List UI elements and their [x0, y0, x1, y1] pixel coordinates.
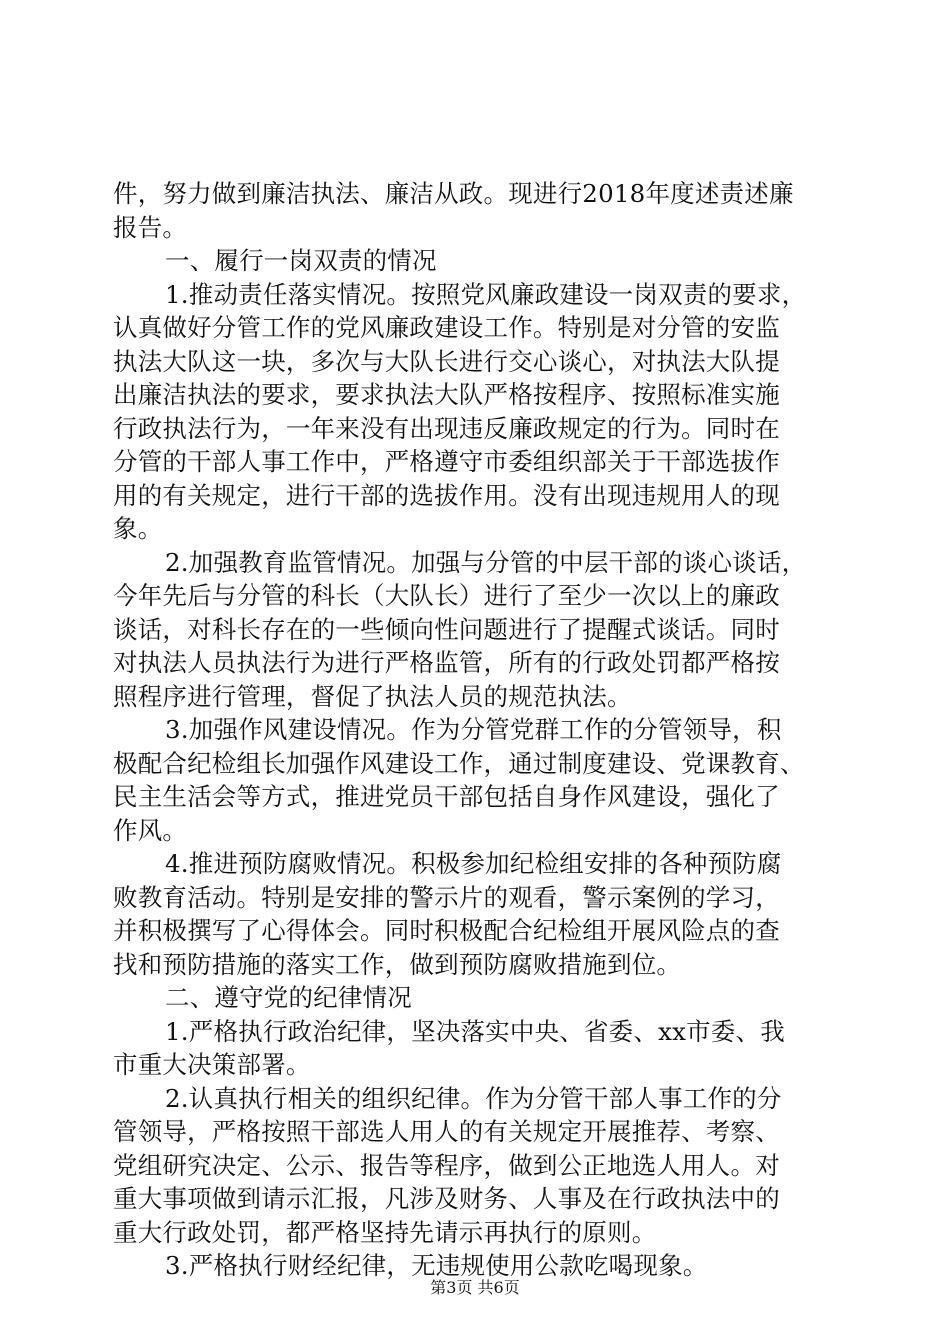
document-line: 用的有关规定，进行干部的选拔作用。没有出现违规用人的现 [113, 480, 780, 510]
document-line: 管领导，严格按照干部选人用人的有关规定开展推荐、考察、 [113, 1117, 780, 1146]
document-line: 3.加强作风建设情况。作为分管党群工作的分管领导，积 [165, 715, 782, 744]
document-line: 民主生活会等方式，推进党员干部包括自身作风建设，强化了 [113, 782, 780, 811]
document-line: 市重大决策部署。 [113, 1050, 311, 1079]
document-line: 4.推进预防腐败情况。积极参加纪检组安排的各种预防腐 [165, 849, 782, 878]
document-line: 找和预防措施的落实工作，做到预防腐败措施到位。 [113, 949, 682, 979]
document-line: 3.严格执行财经纪律，无违规使用公款吃喝现象。 [165, 1251, 708, 1280]
page-footer: 第3页 共6页 [430, 1278, 520, 1297]
document-line: 作风。 [113, 815, 188, 845]
document-line: 对执法人员执法行为进行严格监管，所有的行政处罚都严格按 [113, 648, 780, 677]
document-line: 并积极撰写了心得体会。同时积极配合纪检组开展风险点的查 [113, 916, 780, 945]
document-line: 出廉洁执法的要求，要求执法大队严格按程序、按照标准实施 [113, 380, 780, 409]
document-line: 认真做好分管工作的党风廉政建设工作。特别是对分管的安监 [113, 313, 780, 342]
document-line: 行政执法行为，一年来没有出现违反廉政规定的行为。同时在 [113, 413, 780, 443]
document-line: 照程序进行管理，督促了执法人员的规范执法。 [113, 681, 632, 711]
document-line: 1.严格执行政治纪律，坚决落实中央、省委、xx市委、我 [165, 1016, 785, 1046]
document-line: 2.认真执行相关的组织纪律。作为分管干部人事工作的分 [165, 1083, 782, 1113]
document-line: 二、遵守党的纪律情况 [165, 983, 412, 1012]
document-line: 重大事项做到请示汇报，凡涉及财务、人事及在行政执法中的 [113, 1184, 780, 1213]
document-line: 党组研究决定、公示、报告等程序，做到公正地选人用人。对 [113, 1150, 780, 1180]
document-line: 1.推动责任落实情况。按照党风廉政建设一岗双责的要求， [165, 279, 807, 309]
document-line: 报告。 [113, 212, 188, 242]
document-line: 分管的干部人事工作中，严格遵守市委组织部关于干部选拔作 [113, 447, 780, 476]
document-body [113, 177, 837, 1283]
document-line: 执法大队这一块，多次与大队长进行交心谈心，对执法大队提 [113, 346, 780, 376]
document-line: 件，努力做到廉洁执法、廉洁从政。现进行2018年度述责述廉 [113, 179, 794, 208]
document-line: 一、履行一岗双责的情况 [165, 246, 437, 275]
document-line: 极配合纪检组长加强作风建设工作，通过制度建设、党课教育、 [113, 748, 805, 778]
document-line: 败教育活动。特别是安排的警示片的观看，警示案例的学习， [113, 882, 780, 912]
document-line: 今年先后与分管的科长（大队长）进行了至少一次以上的廉政 [113, 581, 780, 610]
document-line: 谈话，对科长存在的一些倾向性问题进行了提醒式谈话。同时 [113, 614, 780, 644]
document-line: 2.加强教育监管情况。加强与分管的中层干部的谈心谈话， [165, 547, 807, 577]
document-line: 重大行政处罚，都严格坚持先请示再执行的原则。 [113, 1217, 657, 1247]
document-line: 象。 [113, 514, 163, 543]
